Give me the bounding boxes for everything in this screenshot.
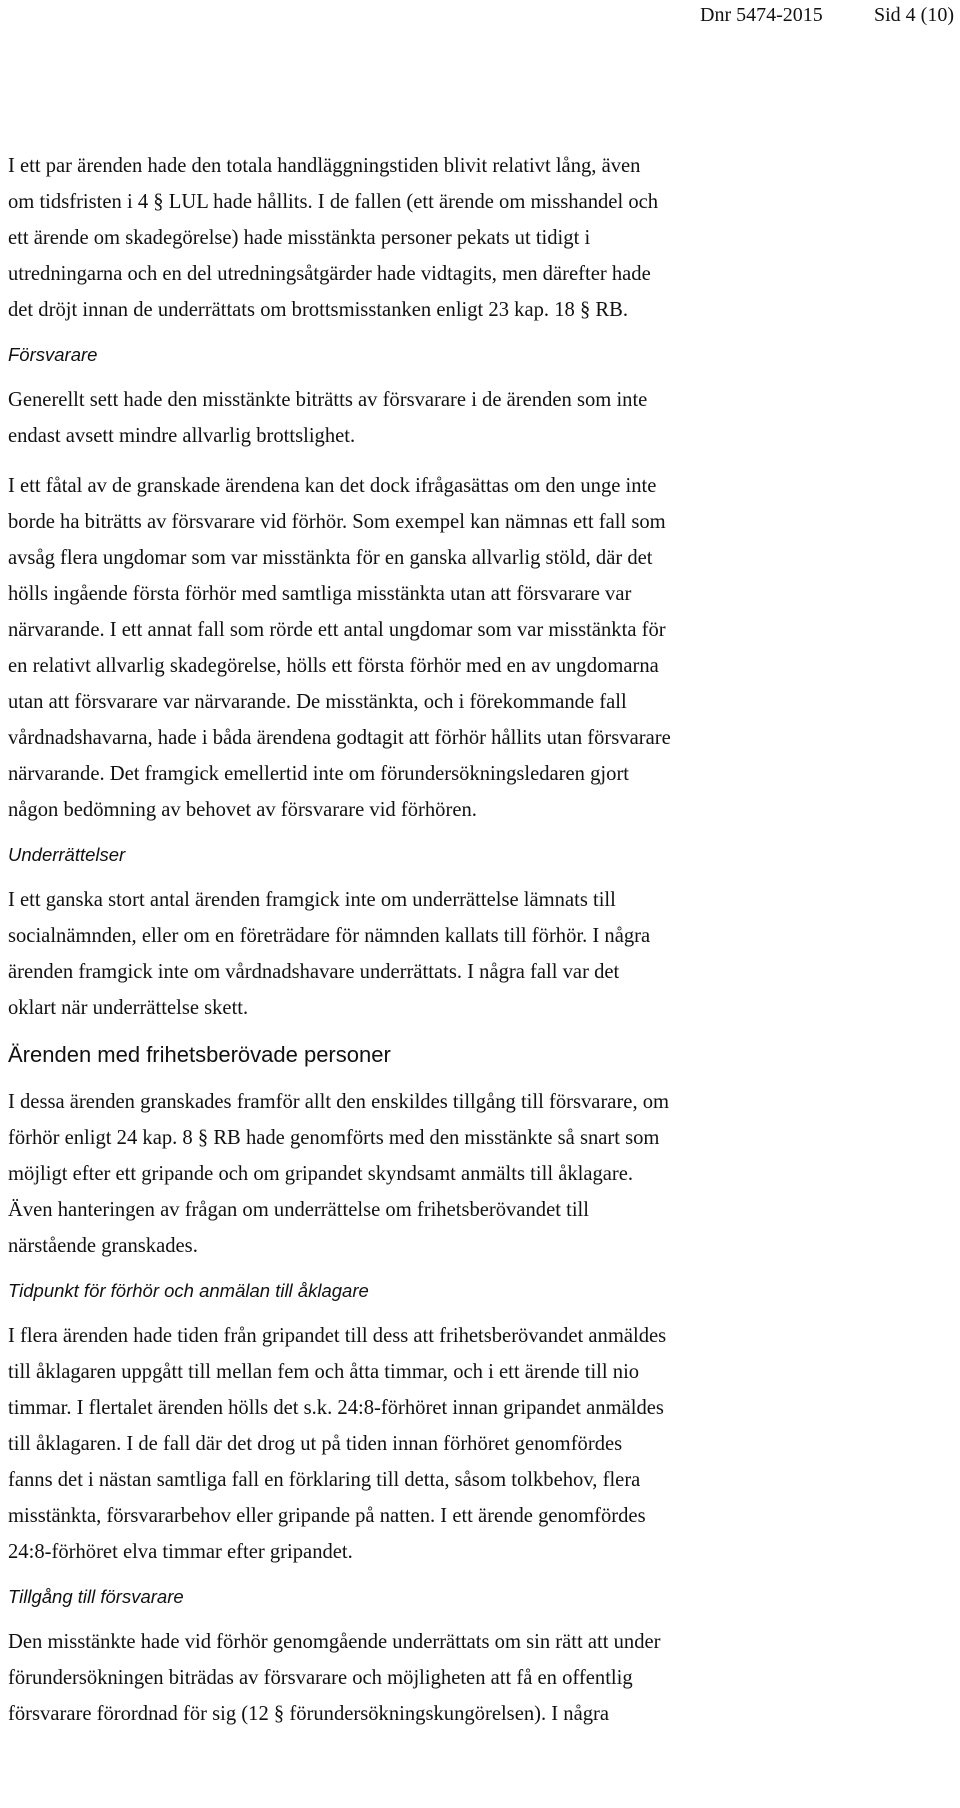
spacer xyxy=(8,454,938,468)
text-line: närvarande. I ett annat fall som rörde ett antal ungdomar som var misstänkta för xyxy=(8,619,666,641)
text-line: endast avsett mindre allvarlig brottslighet. xyxy=(8,425,356,447)
body-paragraph xyxy=(8,882,938,1026)
text-line: misstänkta, försvararbehov eller gripande på natten. I ett ärende genomfördes xyxy=(8,1505,646,1527)
text-line: ett ärende om skadegörelse) hade misstänkta personer pekats ut tidigt i xyxy=(8,227,591,249)
text-line: förundersökningen biträdas av försvarare och möjligheten att få en offentlig xyxy=(8,1667,633,1689)
text-line: avsåg flera ungdomar som var misstänkta för en ganska allvarlig stöld, där det xyxy=(8,547,653,569)
body-paragraph xyxy=(8,1624,938,1732)
page-number: Sid 4 (10) xyxy=(874,4,954,26)
text-line: Även hanteringen av frågan om underrättelse om frihetsberövandet till xyxy=(8,1199,589,1221)
body-paragraph xyxy=(8,468,938,828)
text-line: till åklagaren uppgått till mellan fem och åtta timmar, och i ett ärende till nio xyxy=(8,1361,640,1383)
text-line: förhör enligt 24 kap. 8 § RB hade genomförts med den misstänkte så snart som xyxy=(8,1127,660,1149)
section-heading: Ärenden med frihetsberövade personer xyxy=(8,1042,391,1067)
subsection-heading: Underrättelser xyxy=(8,844,126,865)
text-line: hölls ingående första förhör med samtliga misstänkta utan att försvarare var xyxy=(8,583,632,605)
text-line: till åklagaren. I de fall där det drog ut på tiden innan förhöret genomfördes xyxy=(8,1433,623,1455)
document-number: Dnr 5474-2015 xyxy=(700,4,823,26)
text-line: fanns det i nästan samtliga fall en förklaring till detta, såsom tolkbehov, flera xyxy=(8,1469,641,1491)
text-line: möjligt efter ett gripande och om gripandet skyndsamt anmälts till åklagare. xyxy=(8,1163,634,1185)
text-line: utredningarna och en del utredningsåtgärder hade vidtagits, men därefter hade xyxy=(8,263,651,285)
text-line: utan att försvarare var närvarande. De misstänkta, och i förekommande fall xyxy=(8,691,627,713)
spacer xyxy=(8,1615,938,1624)
spacer xyxy=(8,1309,938,1318)
text-line: någon bedömning av behovet av försvarare vid förhören. xyxy=(8,799,477,821)
body-paragraph xyxy=(8,148,938,328)
text-line: en relativt allvarlig skadegörelse, hölls ett första förhör med en av ungdomarna xyxy=(8,655,659,677)
text-line: närvarande. Det framgick emellertid inte om förundersökningsledaren gjort xyxy=(8,763,630,785)
text-line: försvarare förordnad för sig (12 § förundersökningskungörelsen). I några xyxy=(8,1703,610,1725)
body-paragraph xyxy=(8,382,938,454)
text-line: borde ha biträtts av försvarare vid förhör. Som exempel kan nämnas ett fall som xyxy=(8,511,666,533)
spacer xyxy=(8,828,938,837)
text-line: närstående granskades. xyxy=(8,1235,198,1257)
text-line: vårdnadshavarna, hade i båda ärendena godtagit att förhör hållits utan försvarare xyxy=(8,727,671,749)
text-line: I flera ärenden hade tiden från gripandet till dess att frihetsberövandet anmäldes xyxy=(8,1325,667,1347)
subsection-heading: Tidpunkt för förhör och anmälan till åklagare xyxy=(8,1280,369,1301)
text-line: Generellt sett hade den misstänkte biträtts av försvarare i de ärenden som inte xyxy=(8,389,648,411)
spacer xyxy=(8,1570,938,1579)
body-paragraph xyxy=(8,1084,938,1264)
text-line: det dröjt innan de underrättats om brottsmisstanken enligt 23 kap. 18 § RB. xyxy=(8,299,629,321)
spacer xyxy=(8,873,938,882)
spacer xyxy=(8,373,938,382)
subsection-heading: Tillgång till försvarare xyxy=(8,1586,184,1607)
document-body xyxy=(8,148,938,1732)
spacer xyxy=(8,1026,938,1035)
spacer xyxy=(8,1264,938,1273)
text-line: timmar. I flertalet ärenden hölls det s.k. 24:8-förhöret innan gripandet anmäldes xyxy=(8,1397,664,1419)
body-paragraph xyxy=(8,1318,938,1570)
text-line: 24:8-förhöret elva timmar efter gripandet. xyxy=(8,1541,353,1563)
text-line: I ett par ärenden hade den totala handläggningstiden blivit relativt lång, även xyxy=(8,155,641,177)
text-line: om tidsfristen i 4 § LUL hade hållits. I de fallen (ett ärende om misshandel och xyxy=(8,191,659,213)
text-line: ärenden framgick inte om vårdnadshavare underrättats. I några fall var det xyxy=(8,961,620,983)
subsection-heading: Försvarare xyxy=(8,344,98,365)
spacer xyxy=(8,328,938,337)
page-header xyxy=(0,0,960,40)
text-line: Den misstänkte hade vid förhör genomgående underrättats om sin rätt att under xyxy=(8,1631,661,1653)
text-line: I ett ganska stort antal ärenden framgick inte om underrättelse lämnats till xyxy=(8,889,616,911)
text-line: oklart när underrättelse skett. xyxy=(8,997,249,1019)
text-line: I ett fåtal av de granskade ärendena kan det dock ifrågasättas om den unge inte xyxy=(8,475,657,497)
text-line: I dessa ärenden granskades framför allt den enskildes tillgång till försvarare, om xyxy=(8,1091,670,1113)
spacer xyxy=(8,1075,938,1084)
text-line: socialnämnden, eller om en företrädare för nämnden kallats till förhör. I några xyxy=(8,925,651,947)
